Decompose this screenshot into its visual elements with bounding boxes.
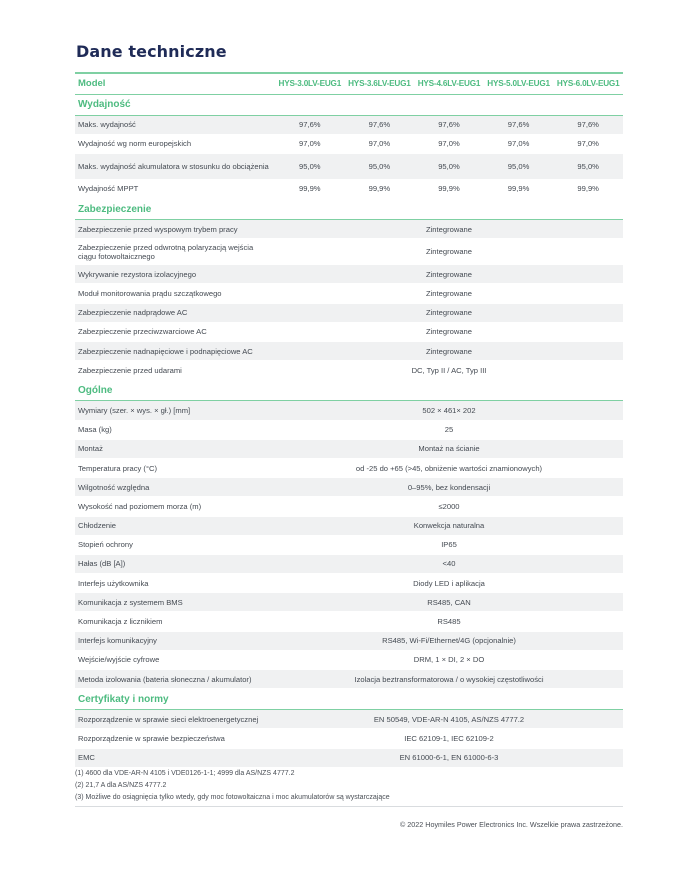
spec-label: Metoda izolowania (bateria słoneczna / akumulator) [75, 670, 275, 689]
copyright-text: © 2022 Hoymiles Power Electronics Inc. Wszelkie prawa zastrzeżone. [399, 820, 623, 829]
spec-row [75, 179, 623, 198]
spec-value: 95,0% [484, 153, 554, 179]
spec-row [75, 303, 623, 322]
spec-row [75, 153, 623, 179]
spec-value: <40 [275, 554, 623, 573]
spec-value: Zintegrowane [275, 322, 623, 341]
spec-value: 97,6% [414, 115, 484, 134]
spec-label: Zabezpieczenie nadprądowe AC [75, 303, 275, 322]
spec-row [75, 342, 623, 361]
spec-value: Izolacja beztransformatorowa / o wysokiej częstotliwości [275, 670, 623, 689]
spec-value: 97,6% [484, 115, 554, 134]
spec-row [75, 650, 623, 669]
spec-row [75, 239, 623, 265]
model-name: HYS-3.6LV-EUG1 [345, 73, 415, 94]
spec-label: Wymiary (szer. × wys. × gł.) [mm] [75, 401, 275, 420]
spec-value: 99,9% [414, 179, 484, 198]
section-header [75, 689, 623, 710]
footer-divider [75, 806, 623, 807]
page-title: Dane techniczne [76, 42, 227, 61]
spec-value: 99,9% [345, 179, 415, 198]
spec-label: Rozporządzenie w sprawie bezpieczeństwa [75, 729, 275, 748]
spec-value: 95,0% [553, 153, 623, 179]
spec-value: IEC 62109-1, IEC 62109-2 [275, 729, 623, 748]
spec-row [75, 497, 623, 516]
spec-row [75, 748, 623, 767]
section-title: Wydajność [75, 94, 623, 115]
spec-row [75, 439, 623, 458]
spec-value: 99,9% [553, 179, 623, 198]
spec-row [75, 322, 623, 341]
spec-value: RS485, Wi-Fi/Ethernet/4G (opcjonalnie) [275, 631, 623, 650]
spec-label: Interfejs użytkownika [75, 574, 275, 593]
section-title: Certyfikaty i normy [75, 689, 623, 710]
model-name: HYS-6.0LV-EUG1 [553, 73, 623, 94]
spec-label: Maks. wydajność [75, 115, 275, 134]
spec-value: 99,9% [484, 179, 554, 198]
spec-value: 97,6% [553, 115, 623, 134]
spec-row [75, 631, 623, 650]
spec-label: Wydajność wg norm europejskich [75, 134, 275, 153]
spec-value: od -25 do +65 (>45, obniżenie wartości znamionowych) [275, 458, 623, 477]
spec-value: 95,0% [414, 153, 484, 179]
spec-label: Zabezpieczenie przed udarami [75, 361, 275, 380]
footnote: (2) 21,7 A dla AS/NZS 4777.2 [75, 782, 167, 789]
spec-label: Zabezpieczenie przed wyspowym trybem pracy [75, 220, 275, 239]
spec-label: Temperatura pracy (°C) [75, 458, 275, 477]
spec-row [75, 478, 623, 497]
spec-value: Zintegrowane [275, 220, 623, 239]
spec-label: Rozporządzenie w sprawie sieci elektroenergetycznej [75, 710, 275, 729]
footnote: (3) Możliwe do osiągnięcia tylko wtedy, gdy moc fotowoltaiczna i moc akumulatorów są wystarczające [75, 794, 390, 801]
spec-label: Zabezpieczenie przed odwrotną polaryzacją wejścia ciągu fotowoltaicznego [75, 239, 275, 265]
model-header-row [75, 73, 623, 94]
spec-label: Stopień ochrony [75, 535, 275, 554]
spec-label: Wejście/wyjście cyfrowe [75, 650, 275, 669]
spec-value: 97,0% [275, 134, 345, 153]
spec-label: Interfejs komunikacyjny [75, 631, 275, 650]
spec-value: 97,6% [345, 115, 415, 134]
spec-row [75, 710, 623, 729]
spec-row [75, 265, 623, 284]
spec-label: Zabezpieczenie przeciwzwarciowe AC [75, 322, 275, 341]
spec-value: 97,0% [345, 134, 415, 153]
model-name: HYS-3.0LV-EUG1 [275, 73, 345, 94]
spec-value: Diody LED i aplikacja [275, 574, 623, 593]
spec-value: Zintegrowane [275, 342, 623, 361]
spec-value: EN 61000-6-1, EN 61000-6-3 [275, 748, 623, 767]
model-name: HYS-5.0LV-EUG1 [484, 73, 554, 94]
spec-value: 99,9% [275, 179, 345, 198]
section-header [75, 94, 623, 115]
spec-value: DC, Typ II / AC, Typ III [275, 361, 623, 380]
footnote: (1) 4600 dla VDE-AR-N 4105 i VDE0126-1-1; 4999 dla AS/NZS 4777.2 [75, 770, 295, 777]
spec-value: 502 × 461× 202 [275, 401, 623, 420]
model-header-label: Model [75, 73, 275, 94]
spec-row [75, 574, 623, 593]
spec-label: Wysokość nad poziomem morza (m) [75, 497, 275, 516]
spec-row [75, 670, 623, 689]
spec-row [75, 729, 623, 748]
spec-row [75, 554, 623, 573]
spec-row [75, 284, 623, 303]
spec-row [75, 516, 623, 535]
spec-label: Wilgotność względna [75, 478, 275, 497]
spec-value: 95,0% [345, 153, 415, 179]
spec-value: Montaż na ścianie [275, 439, 623, 458]
spec-row [75, 401, 623, 420]
spec-table [75, 72, 623, 768]
spec-row [75, 420, 623, 439]
spec-value: Zintegrowane [275, 284, 623, 303]
spec-value: RS485, CAN [275, 593, 623, 612]
spec-value: 97,6% [275, 115, 345, 134]
spec-value: 97,0% [553, 134, 623, 153]
spec-row [75, 593, 623, 612]
spec-value: DRM, 1 × DI, 2 × DO [275, 650, 623, 669]
spec-row [75, 115, 623, 134]
spec-label: Maks. wydajność akumulatora w stosunku do obciążenia [75, 153, 275, 179]
spec-row [75, 458, 623, 477]
spec-value: 97,0% [484, 134, 554, 153]
section-header [75, 199, 623, 220]
spec-label: Komunikacja z licznikiem [75, 612, 275, 631]
spec-label: EMC [75, 748, 275, 767]
spec-value: Zintegrowane [275, 303, 623, 322]
spec-row [75, 134, 623, 153]
spec-value: 25 [275, 420, 623, 439]
spec-value: RS485 [275, 612, 623, 631]
spec-row [75, 612, 623, 631]
spec-label: Hałas (dB [A]) [75, 554, 275, 573]
spec-value: 0–95%, bez kondensacji [275, 478, 623, 497]
spec-value: 97,0% [414, 134, 484, 153]
spec-label: Montaż [75, 439, 275, 458]
spec-value: 95,0% [275, 153, 345, 179]
spec-value: ≤2000 [275, 497, 623, 516]
spec-value: EN 50549, VDE-AR-N 4105, AS/NZS 4777.2 [275, 710, 623, 729]
spec-label: Chłodzenie [75, 516, 275, 535]
spec-label: Komunikacja z systemem BMS [75, 593, 275, 612]
spec-label: Zabezpieczenie nadnapięciowe i podnapięciowe AC [75, 342, 275, 361]
spec-value: IP65 [275, 535, 623, 554]
footnotes [75, 768, 390, 804]
model-name: HYS-4.6LV-EUG1 [414, 73, 484, 94]
spec-label: Masa (kg) [75, 420, 275, 439]
spec-label: Wykrywanie rezystora izolacyjnego [75, 265, 275, 284]
spec-row [75, 361, 623, 380]
section-title: Ogólne [75, 380, 623, 401]
spec-value: Zintegrowane [275, 239, 623, 265]
spec-label: Wydajność MPPT [75, 179, 275, 198]
spec-row [75, 535, 623, 554]
spec-label: Moduł monitorowania prądu szczątkowego [75, 284, 275, 303]
spec-value: Konwekcja naturalna [275, 516, 623, 535]
spec-value: Zintegrowane [275, 265, 623, 284]
section-title: Zabezpieczenie [75, 199, 623, 220]
spec-row [75, 220, 623, 239]
section-header [75, 380, 623, 401]
